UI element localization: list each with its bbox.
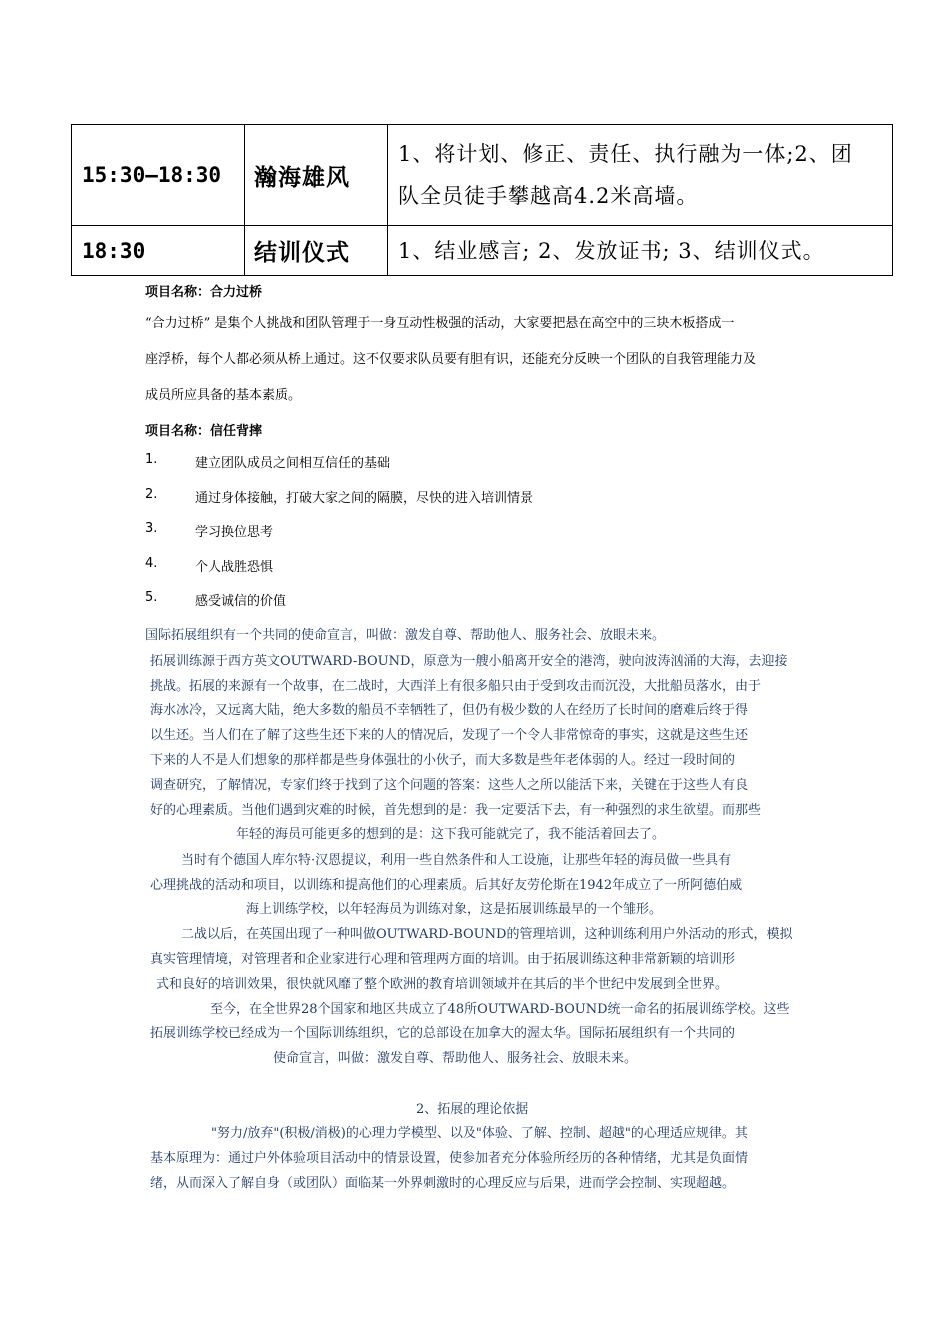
description-line: 1、将计划、修正、责任、执行融为一体;2、团 (398, 142, 853, 166)
paragraph-line: 真实管理情境，对管理者和企业家进行心理和管理两方面的培训。由于拓展训练这种非常新颖的培训形 (150, 952, 736, 967)
paragraph-line: 二战以后，在英国出现了一种叫做OUTWARD-BOUND的管理培训，这种训练利用户外活动的形式，模拟 (181, 927, 793, 942)
paragraph-line: "努力/放弃"(积极/消极)的心理力学模型、以及"体验、了解、控制、超越"的心理适应规律。其 (211, 1126, 748, 1141)
paragraph-line: 海水冰冷，又远离大陆，绝大多数的船员不幸牺牲了，但仍有极少数的人在经历了长时间的磨难后终于得 (150, 703, 749, 718)
paragraph-line: 绪，从而深入了解自身（或团队）面临某一外界刺激时的心理反应与后果，进而学会控制、实现超越。 (150, 1176, 736, 1191)
project-heading: 项目名称：合力过桥 (145, 285, 263, 300)
paragraph-line: 以生还。当人们在了解了这些生还下来的人的情况后，发现了一个令人非常惊奇的事实，这就是这些生还 (150, 728, 749, 743)
list-number: 2. (145, 487, 158, 502)
paragraph-line: 挑战。拓展的来源有一个故事，在二战时，大西洋上有很多船只由于受到攻击而沉没，大批船员落水，由于 (150, 679, 762, 694)
paragraph-line: 式和良好的培训效果，很快就风靡了整个欧洲的教育培训领域并在其后的半个世纪中发展到全世界。 (156, 977, 729, 992)
paragraph-line: 好的心理素质。当他们遇到灾难的时候，首先想到的是：我一定要活下去，有一种强烈的求生欲望。而那些 (150, 803, 762, 818)
description-line: 1、结业感言; 2、发放证书; 3、结训仪式。 (398, 238, 825, 263)
paragraph-line: 拓展训练源于西方英文OUTWARD-BOUND，原意为一艘小船离开安全的港湾，驶向波涛汹涌的大海，去迎接 (150, 654, 788, 669)
schedule-activity: 瀚海雄风 (245, 125, 388, 226)
paragraph-line: 海上训练学校，以年轻海员为训练对象，这是拓展训练最早的一个雏形。 (246, 902, 663, 917)
schedule-time: 15:30—18:30 (72, 125, 245, 226)
paragraph-line: 年轻的海员可能更多的想到的是：这下我可能就完了，我不能活着回去了。 (236, 827, 666, 842)
paragraph-line: 基本原理为：通过户外体验项目活动中的情景设置，使参加者充分体验所经历的各种情绪，尤其是负面情 (150, 1151, 749, 1166)
list-text: 通过身体接触，打破大家之间的隔膜，尽快的进入培训情景 (195, 491, 534, 506)
list-number: 1. (145, 452, 158, 467)
list-text: 个人战胜恐惧 (195, 560, 274, 575)
paragraph-line: 调查研究，了解情况，专家们终于找到了这个问题的答案：这些人之所以能活下来，关键在于这些人有良 (150, 778, 749, 793)
paragraph-line: 当时有个德国人库尔特·汉恩提议，利用一些自然条件和人工设施，让那些年轻的海员做一些具有 (181, 853, 732, 868)
paragraph-line: 至今，在全世界28个国家和地区共成立了48所OUTWARD-BOUND统一命名的拓展训练学校。这些 (210, 1002, 790, 1017)
list-text: 建立团队成员之间相互信任的基础 (195, 456, 391, 471)
list-text: 学习换位思考 (195, 525, 274, 540)
schedule-activity: 结训仪式 (245, 226, 388, 276)
project-heading: 项目名称：信任背摔 (145, 424, 263, 439)
schedule-time: 18:30 (72, 226, 245, 276)
paragraph-line: 使命宣言，叫做：激发自尊、帮助他人、服务社会、放眼未来。 (273, 1051, 638, 1066)
list-number: 4. (145, 556, 158, 571)
paragraph-line: 心理挑战的活动和项目，以训练和提高他们的心理素质。后其好友劳伦斯在1942年成立了一所阿德伯威 (150, 878, 743, 893)
description-line: 队全员徒手攀越高4.2米高墙。 (398, 184, 699, 208)
list-number: 3. (145, 521, 158, 536)
paragraph-line: 成员所应具备的基本素质。 (145, 388, 302, 403)
paragraph-line: 拓展训练学校已经成为一个国际训练组织，它的总部设在加拿大的渥太华。国际拓展组织有一个共同的 (150, 1026, 736, 1041)
paragraph-line: 国际拓展组织有一个共同的使命宣言，叫做：激发自尊、帮助他人、服务社会、放眼未来。 (145, 628, 666, 643)
paragraph-line: 下来的人不是人们想象的那样都是些身体强壮的小伙子，而大多数是些年老体弱的人。经过一段时间的 (150, 753, 736, 768)
paragraph-line: 座浮桥，每个人都必须从桥上通过。这不仅要求队员要有胆有识，还能充分反映一个团队的自我管理能力及 (145, 352, 757, 367)
list-text: 感受诚信的价值 (195, 594, 287, 609)
paragraph-line: “合力过桥” 是集个人挑战和团队管理于一身互动性极强的活动，大家要把悬在高空中的三块木板搭成一 (145, 316, 735, 331)
section-title: 2、拓展的理论依据 (416, 1102, 529, 1117)
list-number: 5. (145, 590, 158, 605)
